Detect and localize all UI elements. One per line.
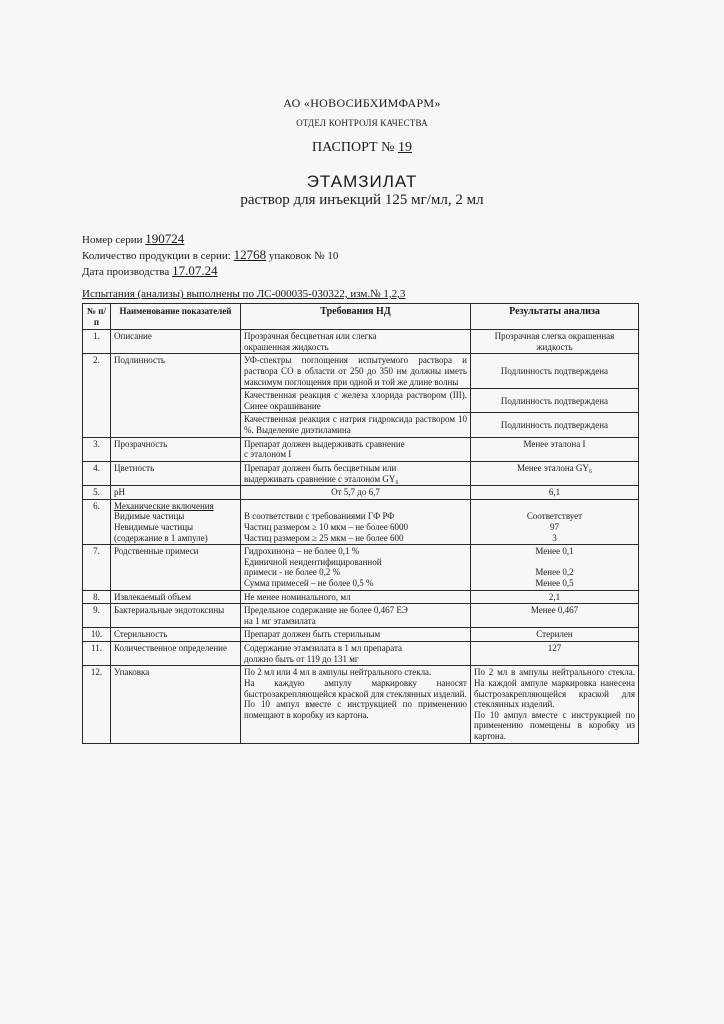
requirement-line: На каждую ампулу маркировку наносят быстрозакрепляющейся краской для стеклянных изделий.: [244, 677, 467, 699]
department-name: ОТДЕЛ КОНТРОЛЯ КАЧЕСТВА: [296, 118, 428, 128]
requirement-line: Препарат должен выдерживать сравнение: [244, 438, 405, 449]
date-line: [82, 263, 218, 279]
table-row: [83, 330, 639, 354]
row-num: 8.: [83, 590, 111, 604]
requirement-line: Единичной неидентифицированной: [244, 556, 382, 567]
table-row: [83, 499, 639, 544]
requirement-line: выдерживать сравнение с эталоном GY₆: [244, 473, 399, 484]
result-line: Соответствует: [526, 511, 583, 522]
row-requirements: [241, 461, 471, 485]
row-requirements: Препарат должен быть стерильным: [241, 628, 471, 642]
row-results: Стерилен: [471, 628, 639, 642]
result-line: По 2 мл в ампулы нейтрального стекла. На каждой ампуле маркировка нанесена быстрозакрепляющейся краской для стеклянных изделий.: [474, 667, 635, 710]
row-results: [471, 545, 639, 590]
requirement-line: Содержание этамзилата в 1 мл препарата: [244, 643, 403, 654]
table-row: [83, 666, 639, 743]
table-row: [83, 628, 639, 642]
requirement-line: Частиц размером ≥ 10 мкм – не более 6000: [244, 521, 408, 532]
row-requirements: [241, 642, 471, 666]
row-name: Упаковка: [111, 666, 241, 743]
row-name: [111, 499, 241, 544]
table-row: [83, 437, 639, 461]
quantity-value: 12768: [233, 247, 267, 262]
result-line: 3: [552, 532, 557, 543]
requirement-line: на 1 мг этамзилата: [244, 615, 316, 626]
result-line: По 10 ампул вместе с инструкцией по применению помещены в коробку из картона.: [474, 709, 635, 741]
row-requirements: Качественная реакция с железа хлорида раствором (III). Синее окрашивание: [241, 389, 471, 413]
header-name: Наименование показателей: [111, 304, 241, 330]
table-header-row: [83, 304, 639, 330]
requirement-line: В соответствии с требованиями ГФ РФ: [244, 511, 395, 522]
name-line: Невидимые частицы: [114, 521, 194, 532]
row-name: Прозрачность: [111, 437, 241, 461]
row-num: 5.: [83, 486, 111, 500]
requirement-line: Частиц размером ≥ 25 мкм – не более 600: [244, 532, 404, 543]
requirement-line: примеси - не более 0,2 %: [244, 567, 341, 578]
row-name: Бактериальные эндотоксины: [111, 604, 241, 628]
result-line: Прозрачная слегка окрашенная: [494, 331, 615, 342]
row-num: 2.: [83, 354, 111, 437]
row-num: 10.: [83, 628, 111, 642]
row-results: Менее эталона I: [471, 437, 639, 461]
name-line: (содержание в 1 ампуле): [114, 532, 208, 543]
row-num: 12.: [83, 666, 111, 743]
requirement-line: По 2 мл или 4 мл в ампулы нейтрального стекла.: [244, 667, 432, 678]
table-row: [83, 545, 639, 590]
requirement-line: Сумма примесей – не более 0,5 %: [244, 578, 374, 589]
series-value: 190724: [145, 231, 185, 246]
row-name: pH: [111, 486, 241, 500]
row-results: 127: [471, 642, 639, 666]
row-requirements: Не менее номинального, мл: [241, 590, 471, 604]
row-name: Родственные примеси: [111, 545, 241, 590]
row-name: Подлинность: [111, 354, 241, 437]
row-name: Количественное определение: [111, 642, 241, 666]
row-results: [471, 330, 639, 354]
requirement-line: Препарат должен быть бесцветным или: [244, 462, 397, 473]
result-line: Менее 0,5: [535, 578, 574, 589]
requirement-line: Прозрачная бесцветная или слегка: [244, 331, 377, 342]
row-results: [471, 499, 639, 544]
quantity-label: Количество продукции в серии:: [82, 250, 231, 262]
analysis-table: [82, 303, 639, 744]
row-results: Менее 0,467: [471, 604, 639, 628]
row-num: 11.: [83, 642, 111, 666]
row-name: Описание: [111, 330, 241, 354]
row-num: 9.: [83, 604, 111, 628]
row-requirements: [241, 666, 471, 743]
row-requirements: [241, 437, 471, 461]
result-line: Менее 0,2: [535, 567, 574, 578]
date-value: 17.07.24: [172, 263, 218, 278]
row-results: 6,1: [471, 486, 639, 500]
row-requirements: [241, 330, 471, 354]
row-results: 2,1: [471, 590, 639, 604]
row-requirements: [241, 604, 471, 628]
requirement-line: По 10 ампул вместе с инструкцией по применению помещают в коробку из картона.: [244, 699, 467, 720]
row-requirements: [241, 499, 471, 544]
row-results: [471, 666, 639, 743]
table-row: [83, 461, 639, 485]
row-name: Извлекаемый объем: [111, 590, 241, 604]
row-results: Подлинность подтверждена: [471, 354, 639, 389]
result-line: Менее 0,1: [535, 546, 574, 557]
company-name: АО «НОВОСИБХИМФАРМ»: [283, 96, 441, 110]
row-results: Подлинность подтверждена: [471, 413, 639, 437]
row-requirements: УФ-спектры поглощения испытуемого раствора и раствора СО в области от 250 до 350 нм должны иметь максимум поглощения при одной и той же длине волны: [241, 354, 471, 389]
result-line: 97: [550, 521, 559, 532]
quantity-line: [82, 247, 338, 263]
row-name: Стерильность: [111, 628, 241, 642]
table-row: [83, 642, 639, 666]
header-results: Результаты анализа: [471, 304, 639, 330]
row-num: 1.: [83, 330, 111, 354]
header-requirements: Требования НД: [241, 304, 471, 330]
requirement-line: должно быть от 119 до 131 мг: [244, 653, 359, 664]
table-row: [83, 354, 639, 389]
header-num: № п/п: [83, 304, 111, 330]
table-row: [83, 590, 639, 604]
requirement-line: Предельное содержание не более 0,467 ЕЭ: [244, 605, 408, 616]
name-line: Механические включения: [114, 500, 214, 511]
table-row: [83, 486, 639, 500]
test-basis: Испытания (анализы) выполнены по ЛС-000035-030322, изм.№ 1,2,3: [82, 288, 406, 300]
requirement-line: с эталоном I: [244, 449, 292, 460]
passport-label: ПАСПОРТ №: [312, 140, 395, 155]
row-results: Подлинность подтверждена: [471, 389, 639, 413]
row-results: Менее эталона GY₆: [471, 461, 639, 485]
result-line: жидкость: [536, 341, 573, 352]
row-num: 3.: [83, 437, 111, 461]
product-form: раствор для инъекций 125 мг/мл, 2 мл: [240, 192, 484, 208]
passport-title: [0, 140, 724, 156]
row-num: 4.: [83, 461, 111, 485]
row-requirements: [241, 545, 471, 590]
passport-number: 19: [397, 140, 412, 155]
row-requirements: Качественная реакция с натрия гидроксида раствором 10 %. Выделение диэтиламина: [241, 413, 471, 437]
series-line: [82, 231, 184, 247]
packages-label: упаковок №: [268, 250, 325, 262]
date-label: Дата производства: [82, 266, 170, 278]
requirement-line: окрашенная жидкость: [244, 341, 329, 352]
series-label: Номер серии: [82, 234, 143, 246]
row-num: 7.: [83, 545, 111, 590]
row-requirements: От 5,7 до 6,7: [241, 486, 471, 500]
name-line: Видимые частицы: [114, 511, 185, 522]
row-name: Цветность: [111, 461, 241, 485]
table-row: [83, 604, 639, 628]
requirement-line: Гидрохинона – не более 0,1 %: [244, 546, 360, 557]
product-name: ЭТАМЗИЛАТ: [306, 172, 418, 191]
row-num: 6.: [83, 499, 111, 544]
packages-value: 10: [327, 250, 339, 262]
